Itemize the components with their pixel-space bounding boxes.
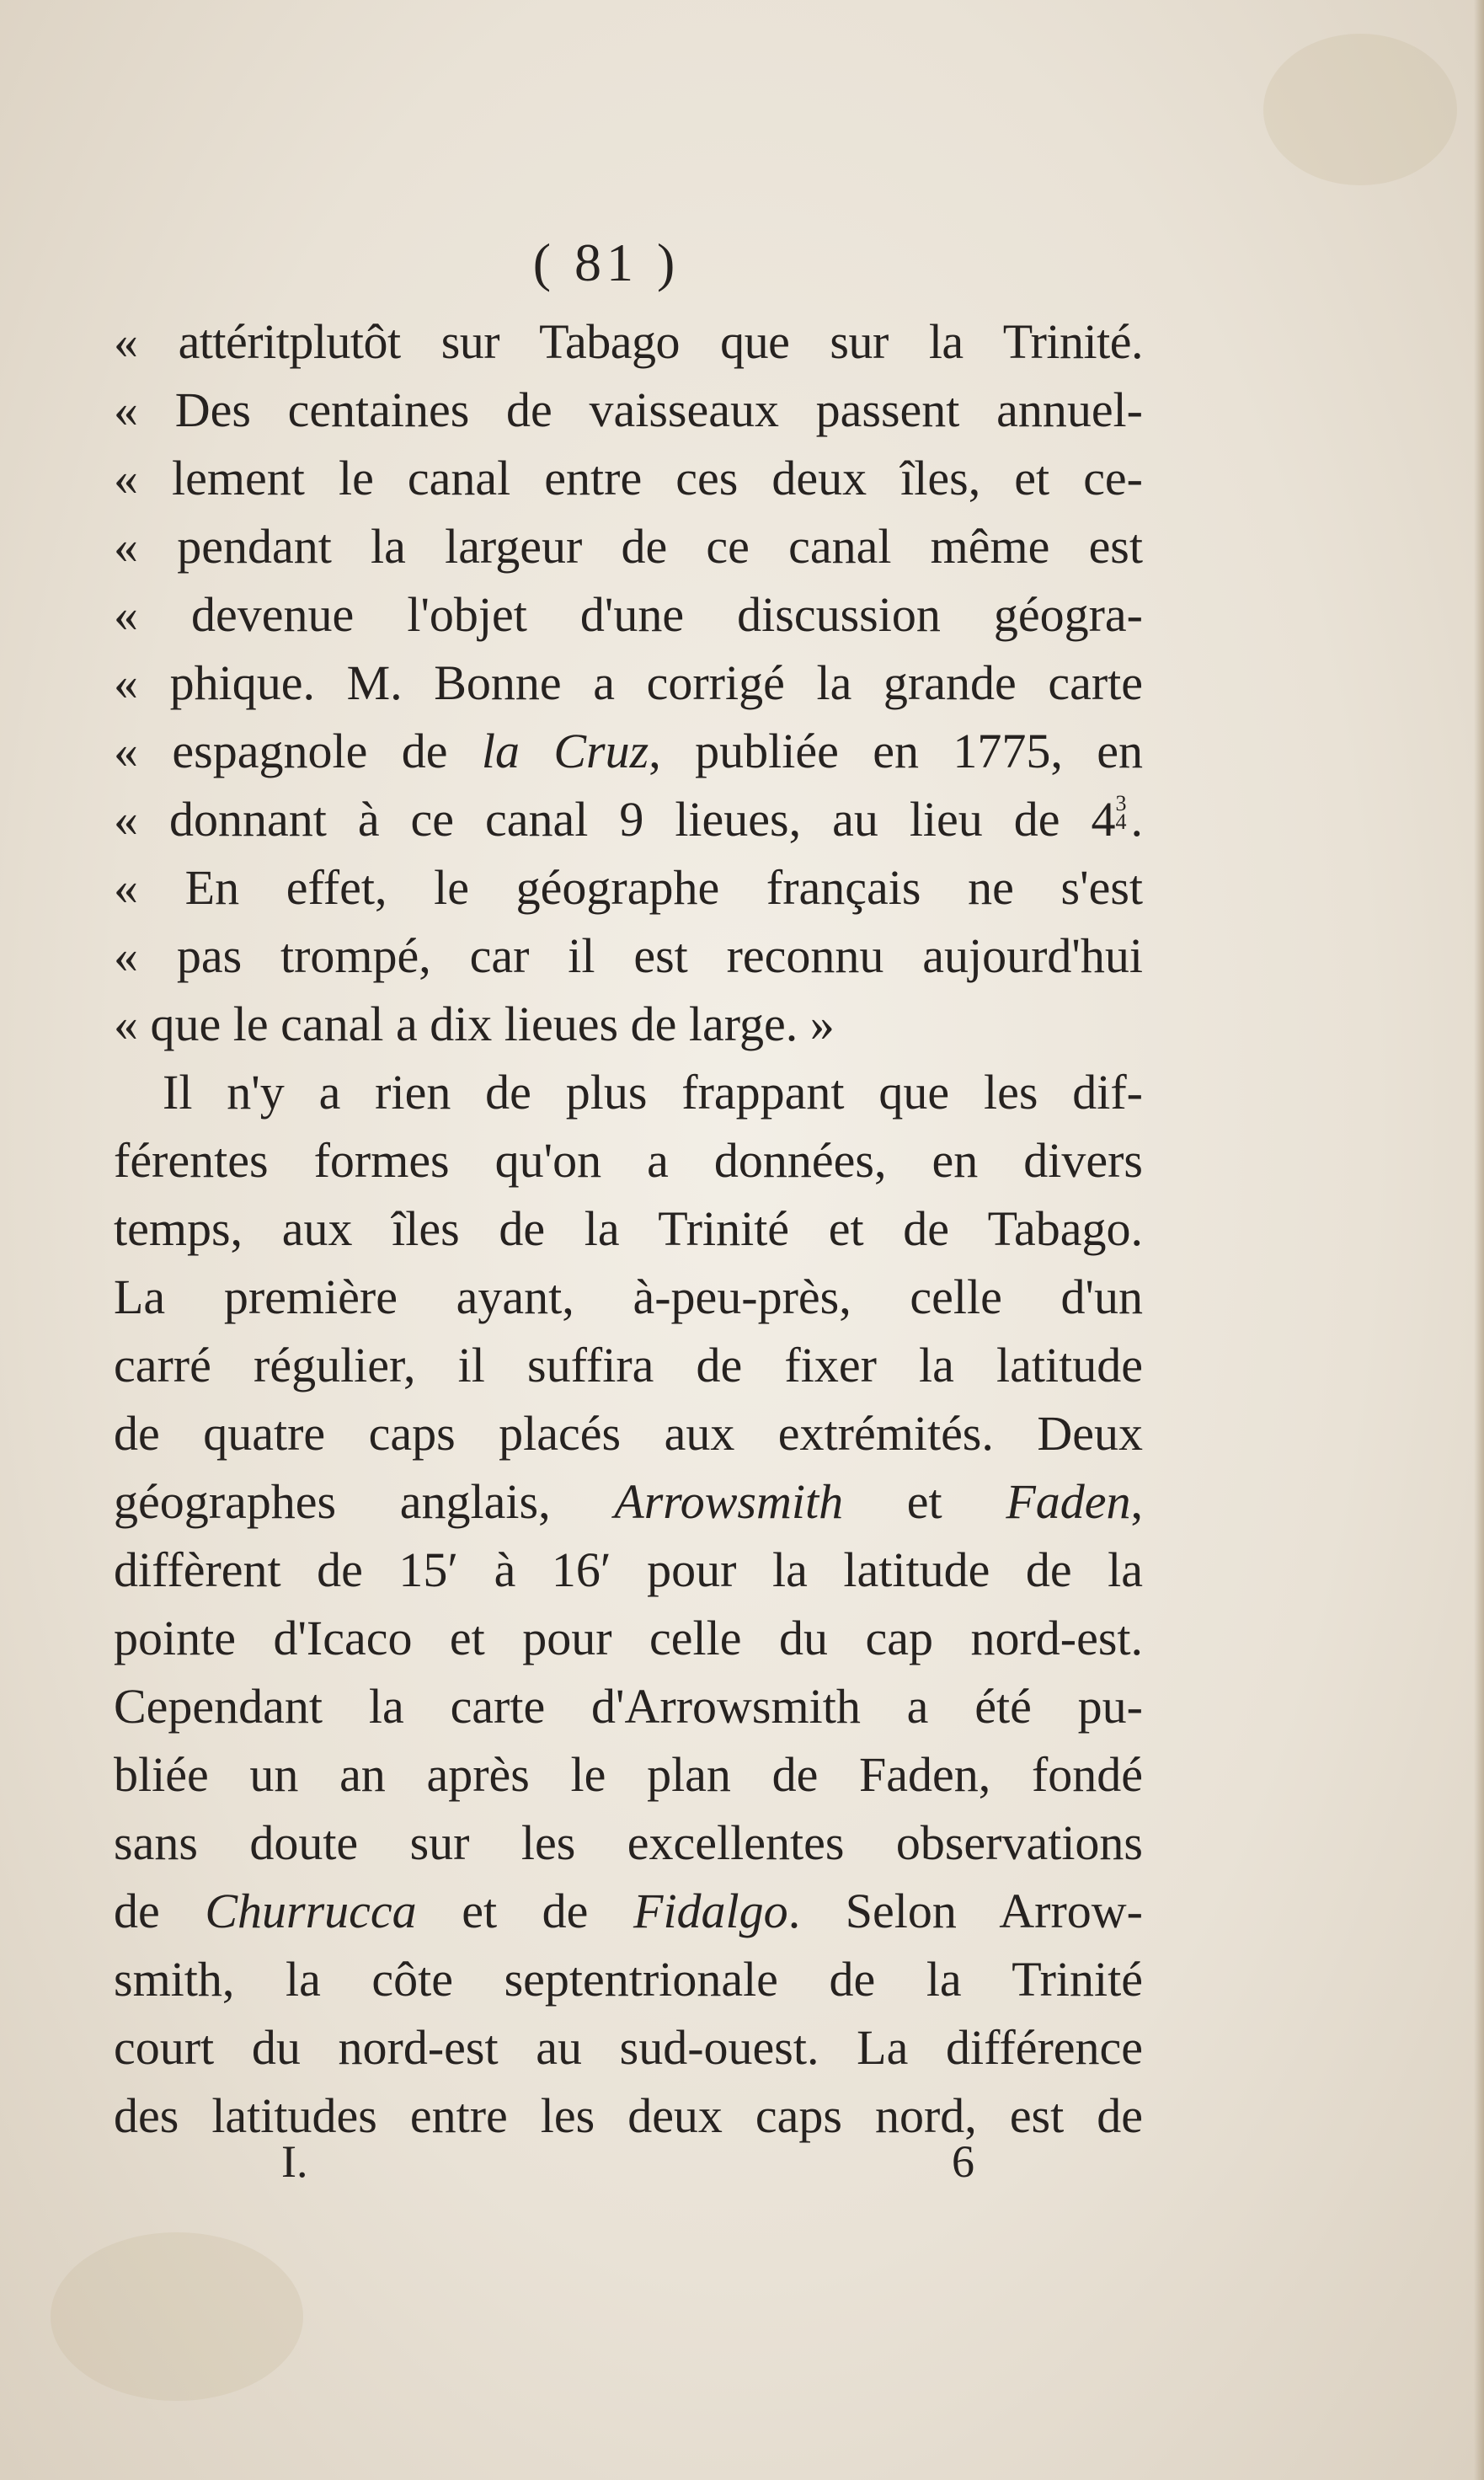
text-line: « attéritplutôt sur Tabago que sur la Trinité. xyxy=(114,314,1143,369)
paper-stain xyxy=(1263,34,1457,185)
signature-mark: I. xyxy=(281,2136,308,2187)
text-line: « pendant la largeur de ce canal même est xyxy=(114,519,1143,574)
text-line: pointe d'Icaco et pour celle du cap nord-est. xyxy=(114,1611,1143,1665)
text-run: , publiée en 1775, en xyxy=(649,724,1143,778)
text-run: et xyxy=(843,1474,1006,1529)
text-run: , xyxy=(1130,1474,1144,1529)
quote-mark: « xyxy=(114,792,138,847)
text-run: géographes anglais, xyxy=(114,1474,615,1529)
text-run: . Selon Arrow- xyxy=(787,1884,1143,1938)
text-line: « lement le canal entre ces deux îles, et ce- xyxy=(114,451,1143,505)
fraction-denominator: 4 xyxy=(1115,810,1127,834)
text-line: « pas trompé, car il est reconnu aujourd'hui xyxy=(114,928,1143,983)
text-run: espagnole de xyxy=(172,724,482,778)
text-line xyxy=(114,1877,1143,1945)
text-line: férentes formes qu'on a données, en divers xyxy=(114,1133,1143,1188)
text-line: « En effet, le géographe français ne s'est xyxy=(114,860,1143,915)
italic-name: Churrucca xyxy=(205,1884,417,1938)
text-line xyxy=(114,785,1143,853)
fraction-numerator: 3 xyxy=(1115,791,1127,815)
text-line: carré régulier, il suffira de fixer la latitude xyxy=(114,1338,1143,1392)
fraction xyxy=(1115,791,1131,834)
text-line: Il n'y a rien de plus frappant que les dif- xyxy=(163,1065,1143,1120)
page-edge-shadow xyxy=(1474,0,1484,2480)
text-line xyxy=(114,1467,1143,1536)
sheet-number: 6 xyxy=(952,2136,974,2187)
text-line: diffèrent de 15′ à 16′ pour la latitude de la xyxy=(114,1542,1143,1597)
italic-title: la Cruz xyxy=(481,724,649,778)
text-run: de xyxy=(114,1884,206,1938)
text-line: « que le canal a dix lieues de large. » xyxy=(114,997,835,1051)
italic-name: Fidalgo xyxy=(633,1884,788,1938)
paper-stain xyxy=(51,2232,303,2401)
text-run: . xyxy=(1130,792,1143,847)
text-line: La première ayant, à-peu-près, celle d'un xyxy=(114,1269,1143,1324)
quote-mark: « xyxy=(114,724,138,778)
text-line: des latitudes entre les deux caps nord, est de xyxy=(114,2088,1143,2143)
text-line: court du nord-est au sud-ouest. La différence xyxy=(114,2020,1143,2075)
text-line: « devenue l'objet d'une discussion géogra- xyxy=(114,587,1143,642)
page-number-header: ( 81 ) xyxy=(532,232,681,292)
text-run: donnant à ce canal 9 lieues, au lieu de 4 xyxy=(168,792,1116,847)
text-line: « Des centaines de vaisseaux passent annuel- xyxy=(114,382,1143,437)
text-line: bliée un an après le plan de Faden, fondé xyxy=(114,1747,1143,1802)
text-line: smith, la côte septentrionale de la Trinité xyxy=(114,1952,1143,2007)
italic-name: Faden xyxy=(1006,1474,1131,1529)
text-line: Cependant la carte d'Arrowsmith a été pu- xyxy=(114,1679,1143,1734)
text-line: sans doute sur les excellentes observations xyxy=(114,1815,1143,1870)
italic-name: Arrowsmith xyxy=(614,1474,844,1529)
text-line xyxy=(114,717,1143,785)
text-run: et de xyxy=(416,1884,634,1938)
text-line: de quatre caps placés aux extrémités. Deux xyxy=(114,1406,1143,1461)
text-line: « phique. M. Bonne a corrigé la grande carte xyxy=(114,655,1143,710)
page-footer xyxy=(0,2135,1484,2186)
text-line: temps, aux îles de la Trinité et de Tabago. xyxy=(114,1201,1143,1256)
text-block xyxy=(114,307,1143,2150)
